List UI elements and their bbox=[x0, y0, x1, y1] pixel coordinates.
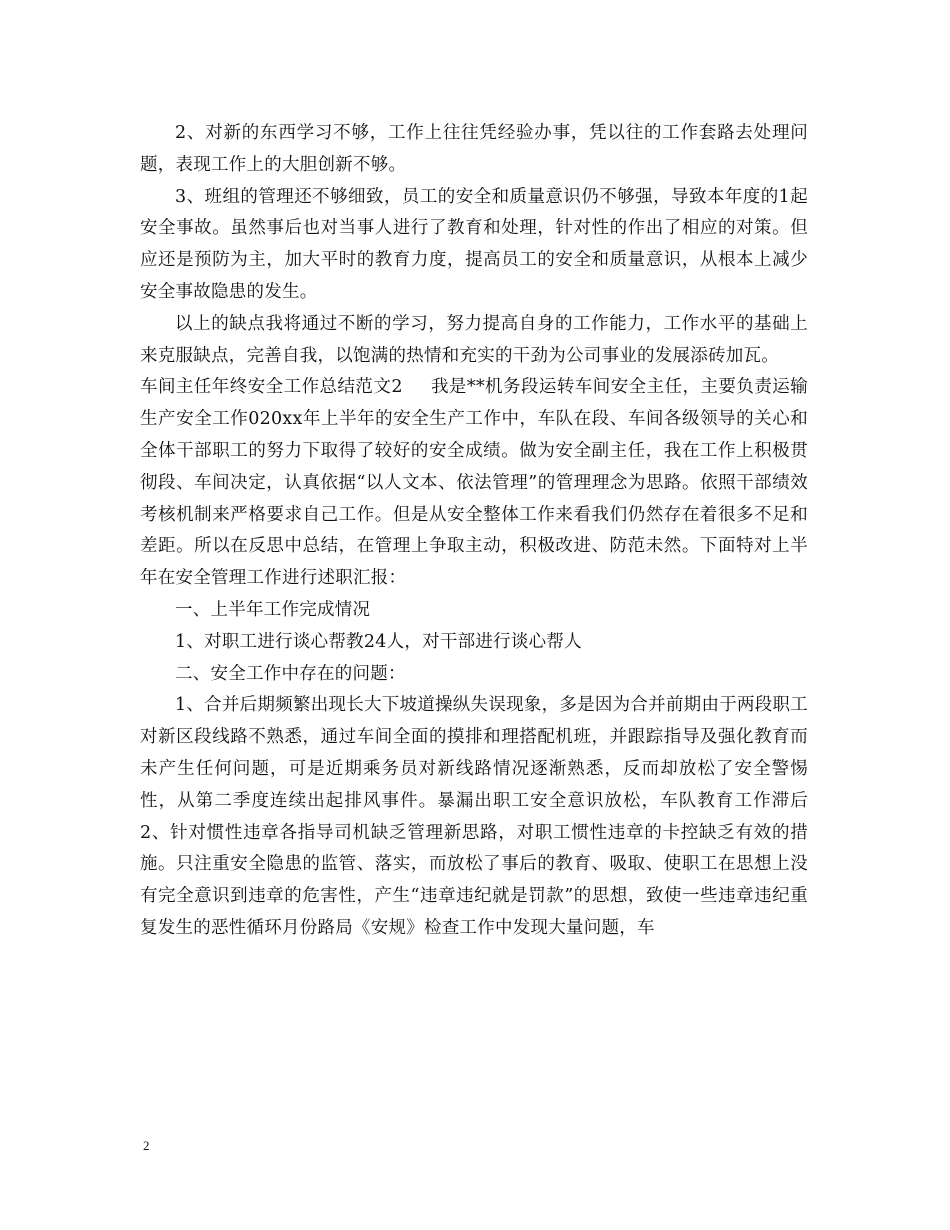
list-item-counseling: 1、对职工进行谈心帮教24人，对干部进行谈心帮人 bbox=[175, 631, 582, 652]
heading-first-half-completion: 一、上半年工作完成情况 bbox=[175, 599, 371, 620]
document-body bbox=[140, 118, 808, 945]
page-number: 2 bbox=[143, 1138, 150, 1153]
section-title: 车间主任年终安全工作总结范文2 bbox=[140, 377, 403, 398]
paragraph-shortcoming-3: 3、班组的管理还不够细致，员工的安全和质量意识仍不够强，导致本年度的1起安全事故。虽然事后也对当事人进行了教育和处理，针对性的作出了相应的对策。但应还是预防为主，加大平时的教育力度，提高员工的安全和质量意识，从根本上减少安全事故隐患的发生。 bbox=[140, 186, 808, 302]
paragraph-conclusion: 以上的缺点我将通过不断的学习，努力提高自身的工作能力，工作水平的基础上来克服缺点，完善自我，以饱满的热情和充实的干劲为公司事业的发展添砖加瓦。 bbox=[140, 313, 808, 366]
heading-safety-problems: 二、安全工作中存在的问题： bbox=[175, 663, 406, 684]
paragraph-shortcoming-2: 2、对新的东西学习不够，工作上往往凭经验办事，凭以往的工作套路去处理问题，表现工作上的大胆创新不够。 bbox=[140, 123, 808, 175]
paragraph-section-intro bbox=[140, 372, 808, 595]
section-intro-text: 我是**机务段运转车间安全主任，主要负责运输生产安全工作020xx年上半年的安全生产工作中，车队在段、车间各级领导的关心和全体干部职工的努力下取得了较好的安全成绩。做为安全副主任，我在工作上积极贯彻段、车间决定，认真依据“以人文本、依法管理”的管理理念为思路。依照干部绩效考核机制来严格要求自己工作。但是从安全整体工作来看我们仍然存在着很多不足和差距。所以在反思中总结，在管理上争取主动，积极改进、防范未然。下面特对上半年在安全管理工作进行述职汇报： bbox=[140, 377, 808, 589]
paragraph-problem-1: 1、合并后期频繁出现长大下坡道操纵失误现象，多是因为合并前期由于两段职工对新区段线路不熟悉，通过车间全面的摸排和理搭配机班，并跟踪指导及强化教育而未产生任何问题，可是近期乘务员对新线路情况逐渐熟悉，反而却放松了安全警惕性，从第二季度连续出起排风事件。暴漏出职工安全意识放松，车队教育工作滞后2、针对惯性违章各指导司机缺乏管理新思路，对职工惯性违章的卡控缺乏有效的措施。只注重安全隐患的监管、落实，而放松了事后的教育、吸取、使职工在思想上没有完全意识到违章的危害性，产生“违章违纪就是罚款”的思想，致使一些违章违纪重复发生的恶性循环月份路局《安规》检查工作中发现大量问题，车 bbox=[140, 695, 808, 938]
